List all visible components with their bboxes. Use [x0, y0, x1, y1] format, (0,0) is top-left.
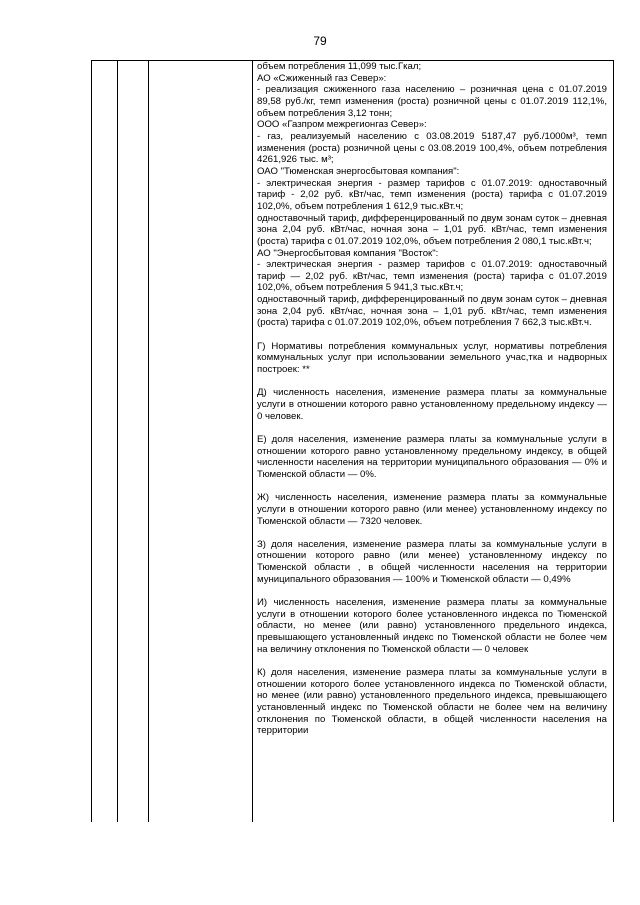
- page-number: 79: [313, 34, 327, 48]
- section-zh: Ж) численность населения, изменение размера платы за коммунальные услуги в отношении которого равно (или менее) установленному индексу по Тюменской области — 7320 человек.: [257, 492, 607, 527]
- org-heading: АО «Сжиженный газ Север»:: [257, 72, 387, 84]
- org-heading: ОАО "Тюменская энергосбытовая компания":: [257, 165, 460, 177]
- text-line: объем потребления 11,099 тыс.Гкал;: [257, 61, 422, 72]
- org-heading: АО "Энергосбытовая компания "Восток":: [257, 247, 439, 259]
- tariff-paragraph: - газ, реализуемый населению с 03.08.2019 5187,47 руб./1000м³, темп изменения (роста) розничной цены с 03.08.2019 100,4%, объем потребления 4261,926 тыс. м³;: [257, 130, 607, 166]
- section-z: З) доля населения, изменение размера платы за коммунальные услуги в отношении которого равно (или менее) установленному индексу по Тюменской области , в общей численности населения на территории муниципального образования — 100% и Тюменской области — 0,49%: [257, 538, 607, 585]
- paragraph-gap: [257, 655, 607, 667]
- paragraph-gap: [257, 481, 607, 493]
- tariff-paragraph: - электрическая энергия - размер тарифов с 01.07.2019: одноставочный тариф - 2,02 руб. кВт/час, темп изменения (роста) тарифа с 01.07.2019 102,0%, объем потребления 1 612,9 тыс.кВт.ч;: [257, 177, 607, 212]
- section-g: Г) Нормативы потребления коммунальных услуг, нормативы потребления коммунальных услуг при использовании земельного учас,тка и надворных построек: **: [257, 340, 607, 376]
- section-i: И) численность населения, изменение размера платы за коммунальные услуги в отношении которого более установленного индекса по Тюменской области, но менее (или равно) установленного предельного индекса, превышающего установленный индекс по Тюменской области не более чем на величину отклонения по Тюменской области — 0 человек: [257, 597, 607, 655]
- tariff-paragraph: - реализация сжиженного газа населению – розничная цена с 01.07.2019 89,58 руб./кг, темп изменения (роста) розничной цены с 01.07.2019 112,1%, объем потребления 3,12 тонн;: [257, 84, 607, 119]
- paragraph-gap: [257, 527, 607, 539]
- column-divider: [117, 60, 118, 822]
- column-divider: [252, 60, 253, 822]
- tariff-paragraph: - электрическая энергия - размер тарифов с 01.07.2019: одноставочный тариф — 2,02 руб. кВт/час, темп изменения (роста) тарифа с 01.07.2019 102,0%, объем потребления 5 941,3 тыс.кВт.ч;: [257, 259, 607, 294]
- paragraph-gap: [257, 585, 607, 597]
- paragraph-gap: [257, 376, 607, 388]
- text-cell: [257, 61, 607, 822]
- paragraph-gap: [257, 422, 607, 434]
- section-e: Е) доля населения, изменение размера платы за коммунальные услуги в отношении которого равно установленному предельному индексу, в общей численности населения на территории муниципального образования — 0% и Тюменской области — 0%.: [257, 433, 607, 480]
- section-d: Д) численность населения, изменение размера платы за коммунальные услуги в отношении которого равно установленному предельному индексу — 0 человек.: [257, 387, 607, 422]
- tariff-paragraph: одноставочный тариф, дифференцированный по двум зонам суток – дневная зона 2,04 руб. кВт/час, ночная зона – 1,01 руб. кВт/час, темп изменения (роста) тарифа с 01.07.2019 102,0%, объем потребления 7 662,3 тыс.кВт.ч.: [257, 294, 607, 329]
- paragraph-gap: [257, 329, 607, 341]
- tariff-paragraph: одноставочный тариф, дифференцированный по двум зонам суток – дневная зона 2,04 руб. кВт/час, ночная зона – 1,01 руб. кВт/час, темп изменения (роста) тарифа с 01.07.2019 102,0%, объем потребления 2 080,1 тыс.кВт.ч;: [257, 212, 607, 247]
- column-divider: [148, 60, 149, 822]
- org-heading: ООО «Газпром межрегионгаз Север»:: [257, 119, 427, 131]
- section-k: К) доля населения, изменение размера платы за коммунальные услуги в отношении которого более установленного индекса по Тюменской области, но менее (или равно) установленного предельного индекса, превышающего установленный индекс по Тюменской области не более чем на величину отклонения по Тюменской области, в общей численности населения на территории: [257, 667, 607, 737]
